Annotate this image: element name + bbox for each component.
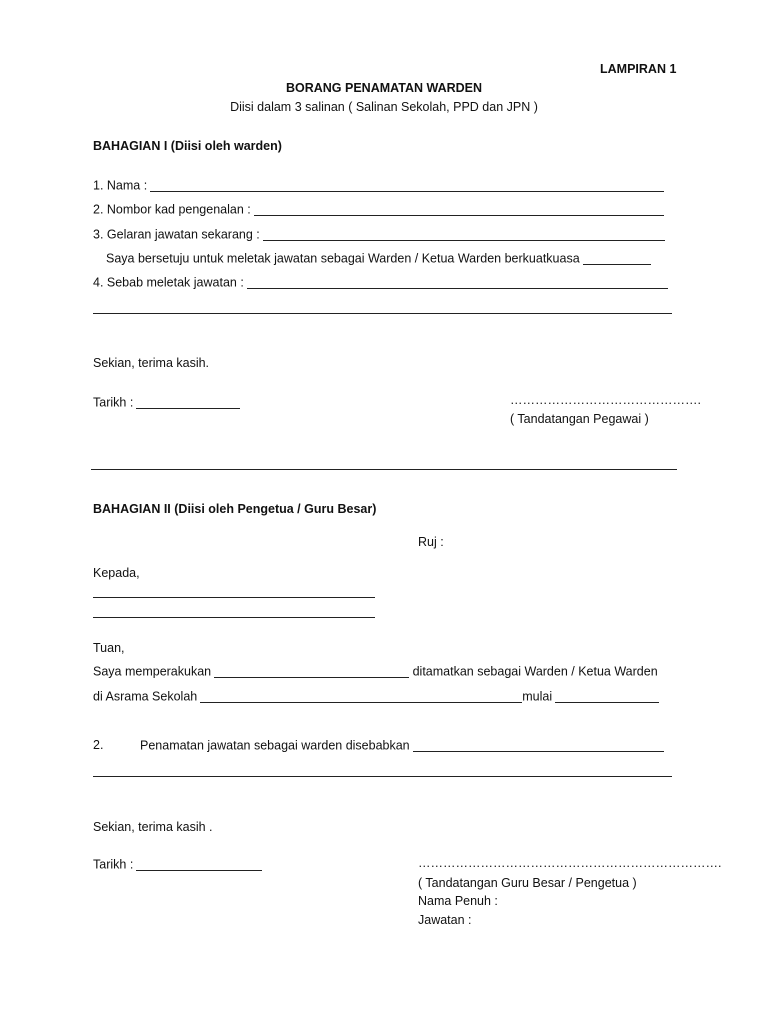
ic-row xyxy=(93,203,664,216)
part1-tarikh-label: Tarikh : xyxy=(93,395,134,410)
mulai-field[interactable] xyxy=(555,690,659,703)
kepada-line-2[interactable] xyxy=(93,617,375,618)
agree-text: Saya bersetuju untuk meletak jawatan sebagai Warden / Ketua Warden berkuatkuasa xyxy=(106,251,580,266)
part1-closing: Sekian, terima kasih. xyxy=(93,356,210,370)
nama-field[interactable] xyxy=(150,179,664,192)
part2-tarikh-row xyxy=(93,858,262,871)
asrama-row xyxy=(93,690,659,703)
effective-date-field[interactable] xyxy=(583,252,651,265)
certify-name-field[interactable] xyxy=(214,665,409,678)
part1-heading: BAHAGIAN I (Diisi oleh warden) xyxy=(93,139,282,153)
nama-label: 1. Nama : xyxy=(93,178,148,193)
kepada-label: Kepada, xyxy=(93,566,140,580)
ic-field[interactable] xyxy=(254,203,664,216)
reason-text: Penamatan jawatan sebagai warden disebabkan xyxy=(140,738,410,753)
sebab-row xyxy=(93,276,668,289)
reason-field[interactable] xyxy=(413,739,664,752)
reason-extra-line[interactable] xyxy=(93,776,672,777)
item-number: 2. xyxy=(93,738,104,752)
part1-tarikh-row xyxy=(93,396,240,409)
jawatan-row xyxy=(93,228,665,241)
mulai-label: mulai xyxy=(522,689,553,704)
form-subtitle: Diisi dalam 3 salinan ( Salinan Sekolah, PPD dan JPN ) xyxy=(230,100,538,114)
reason-row xyxy=(140,739,664,752)
ruj-label: Ruj : xyxy=(418,535,444,549)
part1-signature-dots: ………………………………………. xyxy=(510,393,701,407)
lampiran-label: LAMPIRAN 1 xyxy=(600,62,677,76)
sebab-extra-line[interactable] xyxy=(93,313,672,314)
jawatan-label: 3. Gelaran jawatan sekarang : xyxy=(93,227,260,242)
part2-heading: BAHAGIAN II (Diisi oleh Pengetua / Guru Besar) xyxy=(93,502,377,516)
part2-tarikh-label: Tarikh : xyxy=(93,857,134,872)
kepada-line-1[interactable] xyxy=(93,597,375,598)
section-divider xyxy=(91,469,677,470)
ic-label: 2. Nombor kad pengenalan : xyxy=(93,202,251,217)
asrama-field[interactable] xyxy=(200,690,522,703)
form-title: BORANG PENAMATAN WARDEN xyxy=(285,81,483,95)
certify-prefix: Saya memperakukan xyxy=(93,664,212,679)
jawatan-field[interactable] xyxy=(263,228,665,241)
asrama-label: di Asrama Sekolah xyxy=(93,689,198,704)
part2-signature-label: ( Tandatangan Guru Besar / Pengetua ) xyxy=(418,876,637,890)
part1-tarikh-field[interactable] xyxy=(136,396,240,409)
nama-row xyxy=(93,179,664,192)
part2-tarikh-field[interactable] xyxy=(136,858,262,871)
certify-row xyxy=(93,665,658,678)
certify-suffix: ditamatkan sebagai Warden / Ketua Warden xyxy=(412,664,658,679)
tuan-label: Tuan, xyxy=(93,641,125,655)
sebab-label: 4. Sebab meletak jawatan : xyxy=(93,275,244,290)
part1-signature-label: ( Tandatangan Pegawai ) xyxy=(510,412,649,426)
part2-jawatan-label: Jawatan : xyxy=(418,913,472,927)
nama-penuh-label: Nama Penuh : xyxy=(418,894,498,908)
part2-closing: Sekian, terima kasih . xyxy=(93,820,213,834)
agree-row xyxy=(106,252,651,265)
sebab-field[interactable] xyxy=(247,276,668,289)
part2-signature-dots: ………………………………………………………………. xyxy=(418,856,722,870)
